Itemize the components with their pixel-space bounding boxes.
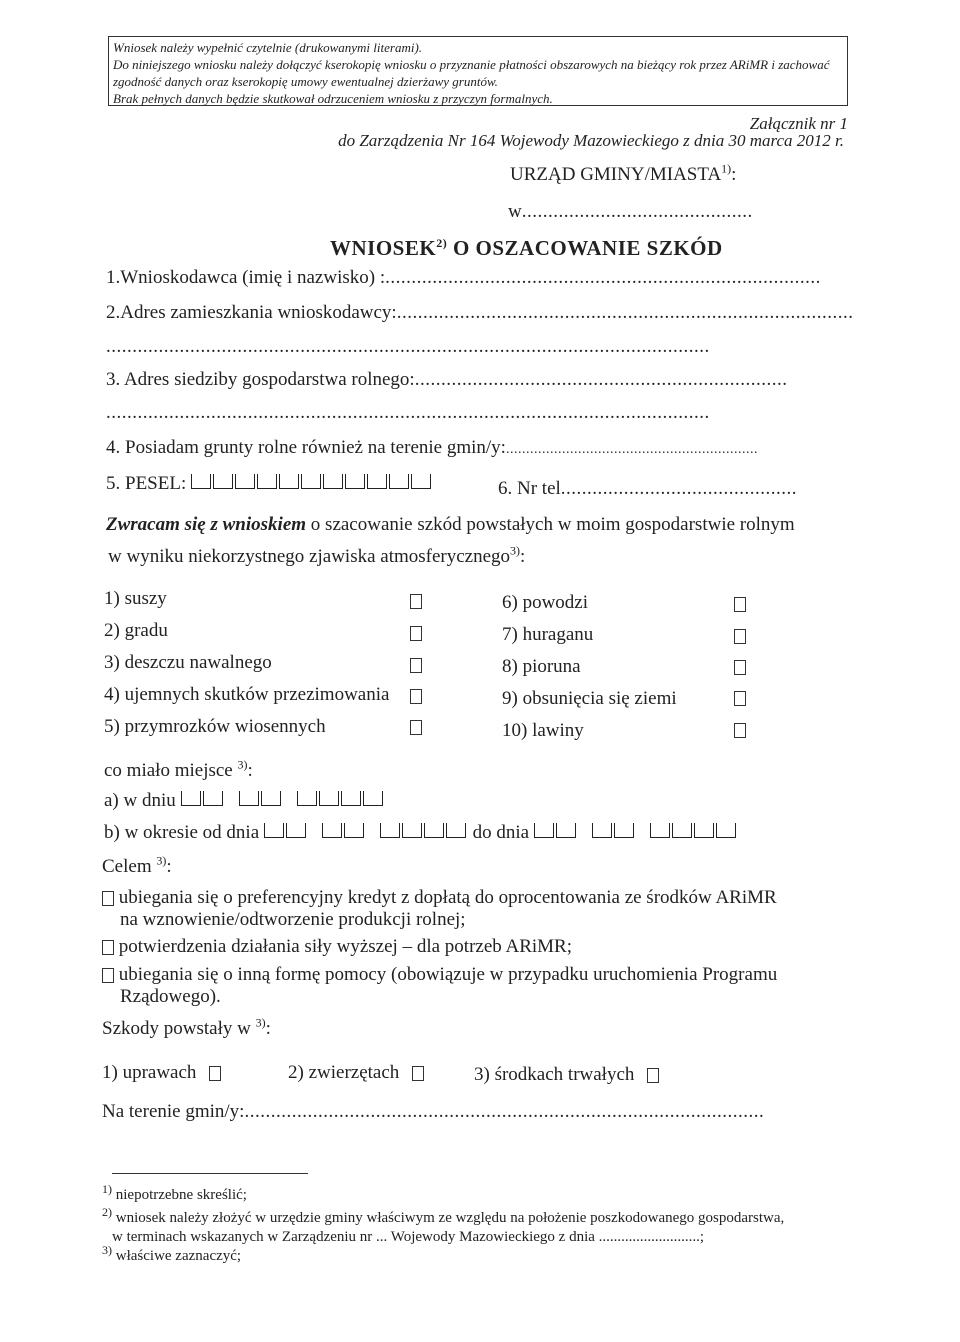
phenomenon-label: 2) gradu bbox=[104, 620, 168, 641]
digit-box[interactable] bbox=[191, 474, 211, 489]
purpose-option-credit-line2: na wznowienie/odtworzenie produkcji rolnej; bbox=[120, 909, 466, 930]
digit-box[interactable] bbox=[286, 823, 306, 838]
digit-box[interactable] bbox=[235, 474, 255, 489]
instruction-line: Brak pełnych danych będzie skutkował odrzuceniem wniosku z przyczyn formalnych. bbox=[113, 91, 553, 106]
office-title: URZĄD GMINY/MIASTA$^{1)}$: bbox=[510, 161, 737, 185]
digit-box[interactable] bbox=[279, 474, 299, 489]
digit-box[interactable] bbox=[261, 791, 281, 806]
applicant-address-line2[interactable]: ................................................................................................................... bbox=[106, 336, 710, 357]
pesel-digit-boxes[interactable] bbox=[191, 474, 433, 489]
request-statement-line2: w wyniku niekorzystnego zjawiska atmosferycznego$^{3)}$: bbox=[108, 543, 526, 567]
phenomenon-label: 5) przymrozków wiosennych bbox=[104, 716, 326, 737]
digit-box[interactable] bbox=[239, 791, 259, 806]
digit-box[interactable] bbox=[264, 823, 284, 838]
fixed-assets-checkbox[interactable] bbox=[647, 1068, 659, 1083]
phenomenon-label: 1) suszy bbox=[104, 588, 167, 609]
footnote-1: $^{1)}$ niepotrzebne skreślić; bbox=[102, 1182, 247, 1203]
from-day-boxes[interactable] bbox=[264, 823, 308, 838]
to-year-boxes[interactable] bbox=[650, 823, 738, 838]
purpose-option-other-aid[interactable]: ubiegania się o inną formę pomocy (obowiązuje w przypadku uruchomienia Programu bbox=[102, 964, 777, 986]
digit-box[interactable] bbox=[181, 791, 201, 806]
purpose-option-force-majeure[interactable]: potwierdzenia działania siły wyższej – dla potrzeb ARiMR; bbox=[102, 936, 572, 958]
applicant-name-field[interactable]: 1.Wnioskodawca (imię i nazwisko) :................................................................................... bbox=[106, 267, 821, 288]
downpour-checkbox[interactable] bbox=[410, 658, 422, 673]
digit-box[interactable] bbox=[213, 474, 233, 489]
footnote-2: $^{2)}$ wniosek należy złożyć w urzędzie gminy właściwym ze względu na położenie poszkodowanego gospodarstwa, bbox=[102, 1205, 785, 1226]
lightning-checkbox[interactable] bbox=[734, 660, 746, 675]
phenomenon-label: 8) pioruna bbox=[502, 656, 581, 677]
digit-box[interactable] bbox=[650, 823, 670, 838]
avalanche-checkbox[interactable] bbox=[734, 723, 746, 738]
pesel-field[interactable]: 5. PESEL: bbox=[106, 473, 433, 495]
digit-box[interactable] bbox=[402, 823, 422, 838]
digit-box[interactable] bbox=[363, 791, 383, 806]
request-statement: Zwracam się z wnioskiem o szacowanie szkód powstałych w moim gospodarstwie rolnym bbox=[106, 514, 795, 535]
digit-box[interactable] bbox=[203, 791, 223, 806]
purpose-label: Celem $^{3)}$: bbox=[102, 853, 172, 877]
phone-field[interactable]: 6. Nr tel............................................. bbox=[498, 478, 798, 499]
month-boxes[interactable] bbox=[239, 791, 283, 806]
phenomenon-label: 7) huraganu bbox=[502, 624, 594, 645]
to-month-boxes[interactable] bbox=[592, 823, 636, 838]
spring-frost-checkbox[interactable] bbox=[410, 720, 422, 735]
other-land-field[interactable]: 4. Posiadam grunty rolne również na terenie gmin/y:............................................................... bbox=[106, 437, 758, 458]
from-year-boxes[interactable] bbox=[380, 823, 468, 838]
footnote-3: $^{3)}$ właściwe zaznaczyć; bbox=[102, 1243, 242, 1264]
damages-label: Szkody powstały w $^{3)}$: bbox=[102, 1015, 271, 1039]
digit-box[interactable] bbox=[257, 474, 277, 489]
phenomenon-label: 3) deszczu nawalnego bbox=[104, 652, 272, 673]
digit-box[interactable] bbox=[322, 823, 342, 838]
digit-box[interactable] bbox=[424, 823, 444, 838]
hail-checkbox[interactable] bbox=[410, 626, 422, 641]
annex-number: Załącznik nr 1 bbox=[749, 114, 848, 133]
purpose-option-credit[interactable]: ubiegania się o preferencyjny kredyt z dopłatą do oprocentowania ze środków ARiMR bbox=[102, 887, 777, 909]
phenomenon-label: 4) ujemnych skutków przezimowania bbox=[104, 684, 390, 705]
phenomenon-label: 9) obsunięcia się ziemi bbox=[502, 688, 677, 709]
damage-animals-option[interactable]: 2) zwierzętach bbox=[288, 1062, 424, 1084]
digit-box[interactable] bbox=[446, 823, 466, 838]
applicant-address-field[interactable]: 2.Adres zamieszkania wnioskodawcy:....................................................................................... bbox=[106, 302, 854, 323]
date-range-field[interactable]: b) w okresie od dnia do dnia bbox=[104, 822, 738, 844]
year-boxes[interactable] bbox=[297, 791, 385, 806]
credit-checkbox[interactable] bbox=[102, 891, 114, 906]
hurricane-checkbox[interactable] bbox=[734, 629, 746, 644]
digit-box[interactable] bbox=[301, 474, 321, 489]
damage-fixed-assets-option[interactable]: 3) środkach trwałych bbox=[474, 1064, 659, 1086]
form-title: WNIOSEK$^{2)}$ O OSZACOWANIE SZKÓD bbox=[330, 236, 723, 260]
drought-checkbox[interactable] bbox=[410, 594, 422, 609]
digit-box[interactable] bbox=[389, 474, 409, 489]
digit-box[interactable] bbox=[614, 823, 634, 838]
annex-reference: do Zarządzenia Nr 164 Wojewody Mazowieckiego z dnia 30 marca 2012 r. bbox=[338, 131, 844, 150]
force-majeure-checkbox[interactable] bbox=[102, 940, 114, 955]
landslide-checkbox[interactable] bbox=[734, 691, 746, 706]
digit-box[interactable] bbox=[323, 474, 343, 489]
instruction-line: zgodność danych oraz kserokopię umowy ewentualnej dzierżawy gruntów. bbox=[113, 74, 498, 89]
digit-box[interactable] bbox=[380, 823, 400, 838]
footnote-2-line2: w terminach wskazanych w Zarządzeniu nr ... Wojewody Mazowieckiego z dnia ...........................; bbox=[112, 1229, 705, 1245]
instruction-line: Do niniejszego wniosku należy dołączyć kserokopię wniosku o przyznanie płatności obszarowych na bieżący rok przez ARiMR i zachować bbox=[113, 57, 830, 72]
footnote-divider bbox=[112, 1173, 308, 1174]
digit-box[interactable] bbox=[341, 791, 361, 806]
other-aid-checkbox[interactable] bbox=[102, 968, 114, 983]
digit-box[interactable] bbox=[297, 791, 317, 806]
farm-address-line2[interactable]: ................................................................................................................... bbox=[106, 402, 710, 423]
farm-address-field[interactable]: 3. Adres siedziby gospodarstwa rolnego:....................................................................... bbox=[106, 369, 788, 390]
winter-damage-checkbox[interactable] bbox=[410, 689, 422, 704]
office-location[interactable]: w............................................ bbox=[508, 201, 753, 222]
animals-checkbox[interactable] bbox=[412, 1066, 424, 1081]
phenomenon-label: 10) lawiny bbox=[502, 720, 584, 741]
day-boxes[interactable] bbox=[181, 791, 225, 806]
purpose-option-other-aid-line2: Rządowego). bbox=[120, 986, 221, 1007]
digit-box[interactable] bbox=[345, 474, 365, 489]
digit-box[interactable] bbox=[694, 823, 714, 838]
digit-box[interactable] bbox=[367, 474, 387, 489]
digit-box[interactable] bbox=[556, 823, 576, 838]
digit-box[interactable] bbox=[344, 823, 364, 838]
occurrence-label: co miało miejsce $^{3)}$: bbox=[104, 757, 253, 781]
digit-box[interactable] bbox=[592, 823, 612, 838]
to-day-boxes[interactable] bbox=[534, 823, 578, 838]
digit-box[interactable] bbox=[411, 474, 431, 489]
date-single-field[interactable]: a) w dniu bbox=[104, 790, 385, 812]
digit-box[interactable] bbox=[672, 823, 692, 838]
damage-crops-option[interactable]: 1) uprawach bbox=[102, 1062, 221, 1084]
crops-checkbox[interactable] bbox=[209, 1066, 221, 1081]
instruction-line: Wniosek należy wypełnić czytelnie (drukowanymi literami). bbox=[113, 40, 423, 55]
digit-box[interactable] bbox=[319, 791, 339, 806]
digit-box[interactable] bbox=[534, 823, 554, 838]
digit-box[interactable] bbox=[716, 823, 736, 838]
municipality-area-field[interactable]: Na terenie gmin/y:................................................................................................... bbox=[102, 1101, 765, 1122]
instructions-box bbox=[108, 36, 848, 106]
phenomenon-label: 6) powodzi bbox=[502, 592, 589, 613]
from-month-boxes[interactable] bbox=[322, 823, 366, 838]
flood-checkbox[interactable] bbox=[734, 597, 746, 612]
